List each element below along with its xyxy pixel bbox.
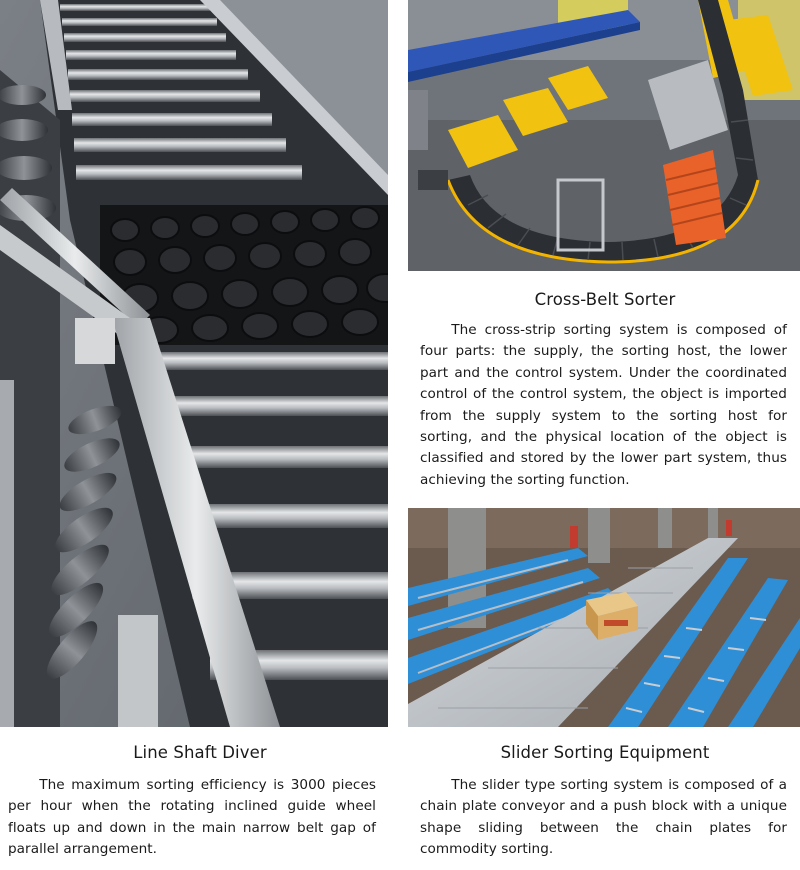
slider-description: The slider type sorting system is composed of a chain plate conveyor and a push block with a unique shape sliding between the chain plates for commodity sorting. — [420, 777, 787, 858]
cross-belt-sorter-photo — [408, 0, 800, 271]
slider-title: Slider Sorting Equipment — [500, 743, 710, 762]
line-shaft-description: The maximum sorting efficiency is 3000 pieces per hour when the rotating inclined guide wheel floats up and down in the main narrow belt gap of parallel arrangement. — [8, 777, 376, 858]
cross-belt-title: Cross-Belt Sorter — [534, 290, 676, 309]
line-shaft-title: Line Shaft Diver — [133, 743, 267, 762]
cross-belt-description: The cross-strip sorting system is composed of four parts: the supply, the sorting host, the lower part and the control system. Under the coordinated control of the control system, the object is imported from the supply system to the sorting host for sorting, and the physical location of the object is classified and stored by the lower part system, thus achieving the sorting function. — [420, 322, 787, 488]
slider-sorting-photo — [408, 508, 800, 727]
line-shaft-diverter-photo — [0, 0, 388, 727]
